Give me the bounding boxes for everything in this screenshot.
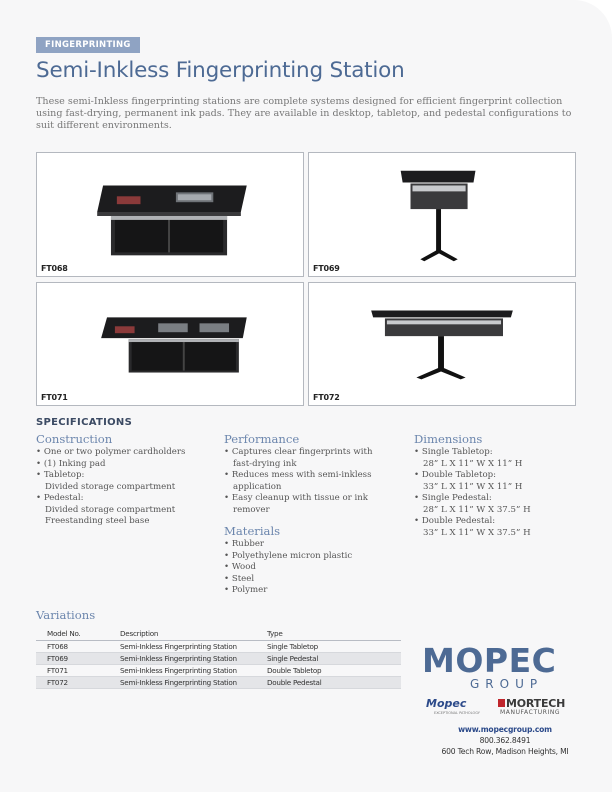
list-item: • Single Tabletop: <box>414 447 584 459</box>
list-item: Divided storage compartment <box>45 481 176 492</box>
mortech-logo-tagline: MANUFACTURING <box>500 709 561 716</box>
pedestal-station-illustration <box>309 153 575 276</box>
list-item: • Double Tabletop: <box>414 470 584 482</box>
table-header-row <box>36 628 401 640</box>
table-cell: Single Tabletop <box>256 640 401 652</box>
list-item: 28” L X 11” W X 11” H <box>423 458 523 469</box>
materials-heading: Materials <box>224 524 281 538</box>
mopec-sub-logo: Mopec <box>426 697 467 710</box>
performance-heading: Performance <box>224 432 300 446</box>
mopec-sub-logo-tagline: EXCEPTIONAL PATHOLOGY <box>434 711 480 715</box>
photo-label: FT071 <box>41 393 68 402</box>
specifications-heading: SPECIFICATIONS <box>36 417 133 428</box>
category-tag: FINGERPRINTING <box>36 37 140 53</box>
list-item: • Pedestal: <box>36 493 216 505</box>
double-pedestal-station-illustration <box>309 283 575 405</box>
list-item: • Rubber <box>224 539 404 551</box>
list-item: • Easy cleanup with tissue or ink <box>224 493 404 505</box>
dimensions-column <box>414 432 584 539</box>
table-cell: Semi-Inkless Fingerprinting Station <box>109 652 256 664</box>
dimensions-heading: Dimensions <box>414 432 483 446</box>
list-item: 33” L X 11” W X 37.5” H <box>423 527 531 538</box>
product-photo-ft069 <box>308 152 576 277</box>
list-item: • Reduces mess with semi-inkless <box>224 470 404 482</box>
list-item: • Wood <box>224 562 404 574</box>
table-cell: Single Pedestal <box>256 652 401 664</box>
table-cell: FT069 <box>36 652 109 664</box>
double-desk-station-illustration <box>37 283 303 405</box>
column-header: Type <box>256 628 401 640</box>
mopec-logo: MOPEC <box>422 641 557 680</box>
table-row <box>36 664 401 676</box>
table-cell: FT068 <box>36 640 109 652</box>
list-item: • Steel <box>224 574 404 586</box>
materials-list <box>224 539 404 597</box>
list-item: remover <box>233 504 270 515</box>
list-item: 28” L X 11” W X 37.5” H <box>423 504 531 515</box>
list-item: • One or two polymer cardholders <box>36 447 216 459</box>
website-link[interactable]: www.mopecgroup.com <box>458 725 552 734</box>
list-item: • Tabletop: <box>36 470 216 482</box>
list-item: 33” L X 11” W X 11” H <box>423 481 523 492</box>
intro-paragraph: These semi-Inkless fingerprinting stations are complete systems designed for efficient fingerprint collection using fast-drying, permanent ink pads. They are available in desktop, tabletop, and pedestal configurations to suit different environments. <box>36 96 572 131</box>
construction-list <box>36 447 216 528</box>
product-photo-ft071 <box>36 282 304 406</box>
product-photo-ft068 <box>36 152 304 277</box>
list-item: • Polymer <box>224 585 404 597</box>
table-cell: Double Pedestal <box>256 676 401 688</box>
list-item: application <box>233 481 282 492</box>
photo-label: FT069 <box>313 264 340 273</box>
mortech-mark-icon <box>498 699 505 707</box>
list-item: • Polyethylene micron plastic <box>224 551 404 563</box>
list-item: • (1) Inking pad <box>36 459 216 471</box>
desk-station-illustration <box>37 153 303 276</box>
list-item: Freestanding steel base <box>45 516 150 526</box>
variations-table <box>36 628 401 689</box>
table-cell: Semi-Inkless Fingerprinting Station <box>109 676 256 688</box>
photo-label: FT068 <box>41 264 68 273</box>
table-row <box>36 676 401 688</box>
table-cell: FT071 <box>36 664 109 676</box>
table-row <box>36 652 401 664</box>
list-item: • Captures clear fingerprints with <box>224 447 404 459</box>
photo-label: FT072 <box>313 393 340 402</box>
performance-list <box>224 447 404 516</box>
construction-column <box>36 432 216 528</box>
table-cell: FT072 <box>36 676 109 688</box>
phone-number: 800.362.8491 <box>479 736 531 745</box>
table-cell: Semi-Inkless Fingerprinting Station <box>109 640 256 652</box>
page-title: Semi-Inkless Fingerprinting Station <box>36 58 405 83</box>
construction-heading: Construction <box>36 432 113 446</box>
table-row <box>36 640 401 652</box>
mortech-logo-text: MORTECH <box>506 697 566 710</box>
performance-materials-column <box>224 432 404 597</box>
dimensions-list <box>414 447 584 539</box>
mopec-logo-group: GROUP <box>470 677 544 691</box>
column-header: Model No. <box>36 628 109 640</box>
product-photo-ft072 <box>308 282 576 406</box>
table-cell: Double Tabletop <box>256 664 401 676</box>
table-cell: Semi-Inkless Fingerprinting Station <box>109 664 256 676</box>
column-header: Description <box>109 628 256 640</box>
list-item: Divided storage compartment <box>45 504 176 515</box>
list-item: • Double Pedestal: <box>414 516 584 528</box>
address: 600 Tech Row, Madison Heights, MI <box>441 747 569 756</box>
list-item: fast-drying ink <box>233 458 297 469</box>
variations-heading: Variations <box>36 608 96 622</box>
list-item: • Single Pedestal: <box>414 493 584 505</box>
